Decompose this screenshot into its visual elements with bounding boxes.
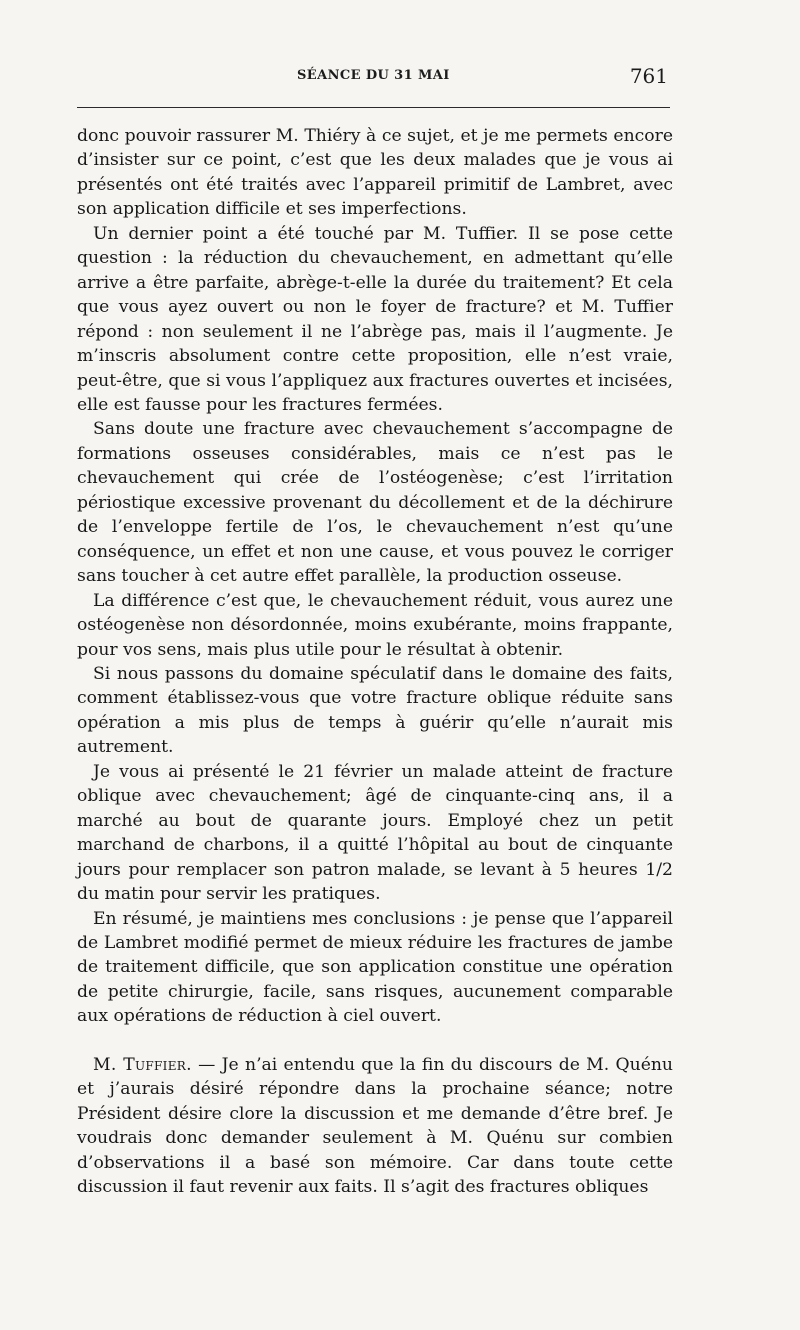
running-title: SÉANCE DU 31 MAI <box>297 68 450 83</box>
page-number: 761 <box>629 64 668 88</box>
header-rule <box>77 107 670 108</box>
paragraph: En résumé, je maintiens mes conclusions : je pense que l’appareil de Lambret modifié permet de mieux réduire les fractures de jambe de traitement difficile, que son application constitue une opération de petite chirurgie, facile, sans risques, aucunement comparable aux opérations de réduction à ciel ouvert. <box>77 908 673 1027</box>
paragraph: donc pouvoir rassurer M. Thiéry à ce sujet, et je me permets encore d’insister sur ce point, c’est que les deux malades que je vous ai présentés ont été traités avec l’appareil primitif de Lambret, avec son application difficile et ses imperfections. <box>77 126 673 220</box>
body-text <box>77 124 673 1199</box>
speech-text: — Je n’ai entendu que la fin du discours de M. Quénu et j’aurais désiré répondre dans la prochaine séance; notre Président désire clore la discussion et me demande d’être bref. Je voudrais donc demander seulement à M. Quénu sur combien d’observations il a basé son mémoire. Car dans toute cette discussion il faut revenir aux faits. Il s’agit des fractures obliques <box>77 1054 674 1198</box>
paragraph: Si nous passons du domaine spéculatif dans le domaine des faits, comment établissez-vous que votre fracture oblique réduite sans opération a mis plus de temps à guérir qu’elle n’aurait mis autrement. <box>77 663 673 758</box>
paragraph: Sans doute une fracture avec chevauchement s’accompagne de formations osseuses considérables, mais ce n’est pas le chevauchement qui crée de l’ostéogenèse; c’est l’irritation périostique excessive provenant du décollement et de la déchirure de l’enveloppe fertile de l’os, le chevauchement n’est qu’une conséquence, un effet et non une cause, et vous pouvez le corriger sans toucher à cet autre effet parallèle, la production osseuse. <box>77 419 673 587</box>
running-header <box>77 64 670 94</box>
speech-paragraph <box>77 1053 673 1200</box>
paragraph: Je vous ai présenté le 21 février un malade atteint de fracture oblique avec chevauchement; âgé de cinquante-cinq ans, il a marché au bout de quarante jours. Employé chez un petit marchand de charbons, il a quitté l’hôpital au bout de cinquante jours pour remplacer son patron malade, se levant à 5 heures 1/2 du matin pour servir les pratiques. <box>77 761 673 905</box>
speaker-name: M. Tuffier. <box>93 1054 192 1075</box>
paragraph: La différence c’est que, le chevauchement réduit, vous aurez une ostéogenèse non désordonnée, moins exubérante, moins frappante, pour vos sens, mais plus utile pour le résultat à obtenir. <box>77 590 673 660</box>
paragraph: Un dernier point a été touché par M. Tuffier. Il se pose cette question : la réduction du chevauchement, en admettant qu’elle arrive a être parfaite, abrège-t-elle la durée du traitement? Et cela que vous ayez ouvert ou non le foyer de fracture? et M. Tuffier répond : non seulement il ne l’abrège pas, mais il l’augmente. Je m’inscris absolument contre cette proposition, elle n’est vraie, peut-être, que si vous l’appliquez aux fractures ouvertes et incisées, elle est fausse pour les fractures fermées. <box>77 223 673 415</box>
